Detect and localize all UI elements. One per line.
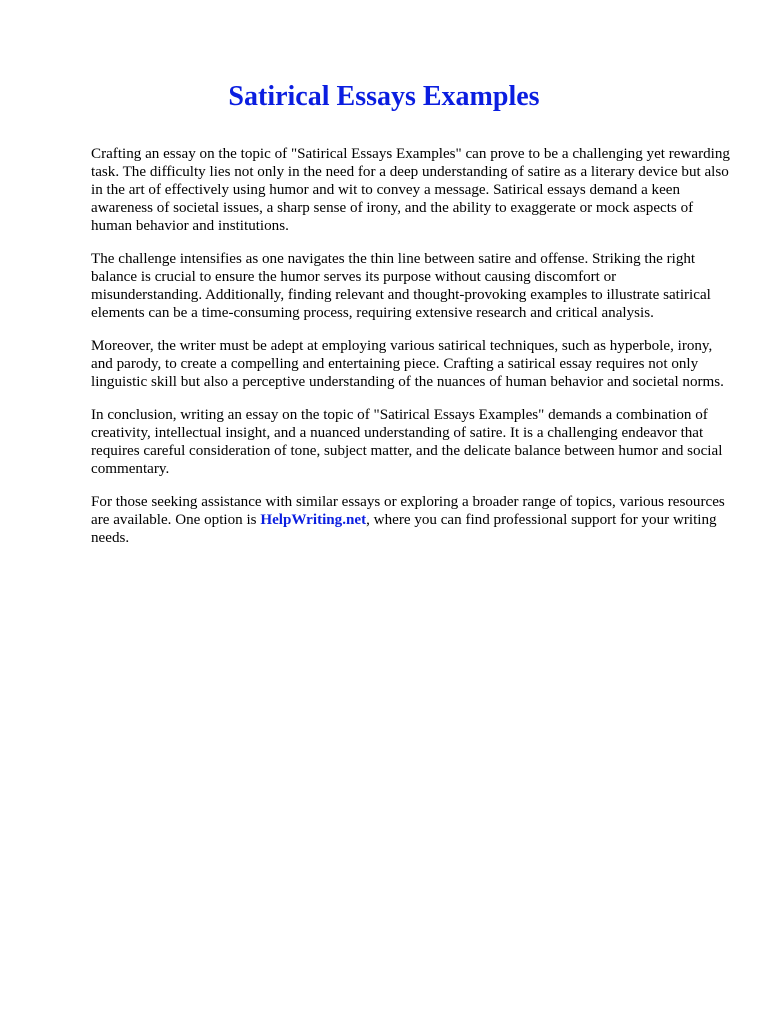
paragraph-intro: Crafting an essay on the topic of "Satirical Essays Examples" can prove to be a challenging yet rewarding task. The difficulty lies not only in the need for a deep understanding of satire as a literary device but also in the art of effectively using humor and wit to convey a message. Satirical essays demand a keen awareness of societal issues, a sharp sense of irony, and the ability to exaggerate or mock aspects of human behavior and institutions. [91, 146, 730, 234]
paragraph-techniques: Moreover, the writer must be adept at employing various satirical techniques, such as hyperbole, irony, and parody, to create a compelling and entertaining piece. Crafting a satirical essay requires not only linguistic skill but also a perceptive understanding of the nuances of human behavior and societal norms. [91, 338, 724, 390]
closing-text-before-link: For those seeking assistance with similar essays or exploring a broader range of topics, various resources are available. One option is [91, 494, 725, 528]
page-title: Satirical Essays Examples [228, 81, 540, 112]
paragraph-conclusion: In conclusion, writing an essay on the topic of "Satirical Essays Examples" demands a combination of creativity, intellectual insight, and a nuanced understanding of satire. It is a challenging endeavor that requires careful consideration of tone, subject matter, and the delicate balance between humor and social commentary. [91, 407, 723, 477]
paragraph-closing [91, 493, 731, 547]
paragraph-challenge: The challenge intensifies as one navigates the thin line between satire and offense. Striking the right balance is crucial to ensure the humor serves its purpose without causing discomfort or misunderstanding. Additionally, finding relevant and thought-provoking examples to illustrate satirical elements can be a time-consuming process, requiring extensive research and critical analysis. [91, 251, 711, 321]
helpwriting-link[interactable]: HelpWriting.net [260, 512, 367, 528]
document-body [91, 145, 731, 562]
closing-text-after-link: , where you can find professional support for your writing needs. [91, 512, 717, 546]
